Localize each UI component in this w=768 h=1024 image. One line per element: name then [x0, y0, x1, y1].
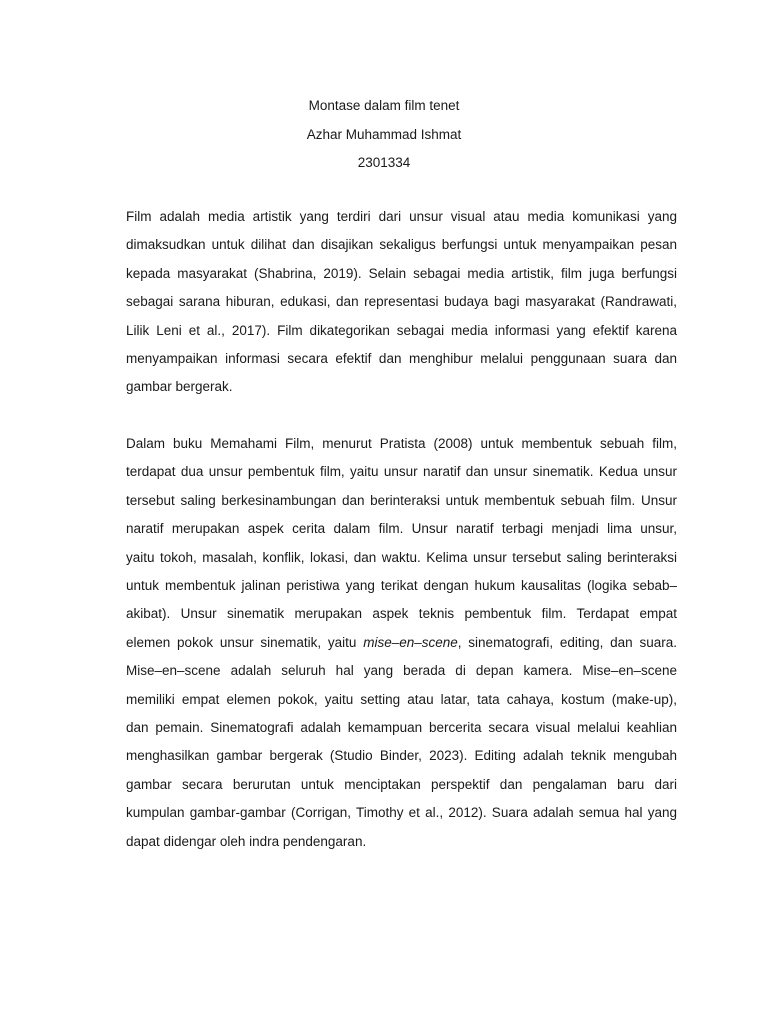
paragraph-line: akibat). Unsur sinematik merupakan aspek teknis pembentuk film. Terdapat empat	[126, 606, 677, 622]
paragraph-line: Mise–en–scene adalah seluruh hal yang berada di depan kamera. Mise–en–scene	[126, 663, 677, 679]
paragraph-line: kepada masyarakat (Shabrina, 2019). Selain sebagai media artistik, film juga berfungsi	[126, 265, 677, 281]
line-text: , sinematografi, editing, dan suara.	[457, 634, 677, 650]
paragraph-2	[126, 430, 677, 856]
paragraph-line: Film adalah media artistik yang terdiri dari unsur visual atau media komunikasi yang	[126, 209, 677, 224]
paragraph-1	[126, 203, 677, 402]
paragraph-line: naratif merupakan aspek cerita dalam film. Unsur naratif terbagi menjadi lima unsur,	[126, 521, 677, 537]
paragraph-line: sebagai sarana hiburan, edukasi, dan representasi budaya bagi masyarakat (Randrawati,	[126, 294, 677, 310]
document-header	[0, 92, 768, 178]
paragraph-line: menghasilkan gambar bergerak (Studio Binder, 2023). Editing adalah teknik mengubah	[126, 748, 677, 764]
italic-term: mise–en–scene	[363, 634, 458, 650]
paragraph-line: kumpulan gambar-gambar (Corrigan, Timothy et al., 2012). Suara adalah semua hal yang	[126, 805, 677, 821]
paragraph-line: menyampaikan informasi secara efektif dan menghibur melalui penggunaan suara dan	[126, 351, 677, 367]
paragraph-line: yaitu tokoh, masalah, konflik, lokasi, dan waktu. Kelima unsur tersebut saling berinteraksi	[126, 549, 677, 565]
student-id: 2301334	[357, 155, 411, 170]
paragraph-line: untuk membentuk jalinan peristiwa yang terikat dengan hukum kausalitas (logika sebab–	[126, 578, 677, 594]
paragraph-line: Dalam buku Memahami Film, menurut Pratista (2008) untuk membentuk sebuah film,	[126, 436, 677, 451]
paragraph-line: Lilik Leni et al., 2017). Film dikategorikan sebagai media informasi yang efektif karena	[126, 322, 677, 338]
author-name: Azhar Muhammad Ishmat	[306, 126, 462, 142]
paragraph-line: gambar secara berurutan untuk menciptakan perspektif dan pengalaman baru dari	[126, 776, 677, 792]
paragraph-line: dapat didengar oleh indra pendengaran.	[126, 833, 367, 849]
paragraph-line: gambar bergerak.	[126, 379, 233, 395]
paragraph-line: terdapat dua unsur pembentuk film, yaitu unsur naratif dan unsur sinematik. Kedua unsur	[126, 464, 677, 480]
paragraph-line: dimaksudkan untuk dilihat dan disajikan sekaligus berfungsi untuk menyampaikan pesan	[126, 237, 677, 253]
line-text: elemen pokok unsur sinematik, yaitu	[126, 634, 364, 650]
paragraph-line: memiliki empat elemen pokok, yaitu setting atau latar, tata cahaya, kostum (make-up),	[126, 691, 677, 707]
paragraph-line-with-italic	[126, 629, 677, 657]
paragraph-line: dan pemain. Sinematografi adalah kemampuan bercerita secara visual melalui keahlian	[126, 720, 677, 736]
document-title: Montase dalam film tenet	[308, 98, 460, 113]
paragraph-line: tersebut saling berkesinambungan dan berinteraksi untuk membentuk sebuah film. Unsur	[126, 492, 677, 508]
